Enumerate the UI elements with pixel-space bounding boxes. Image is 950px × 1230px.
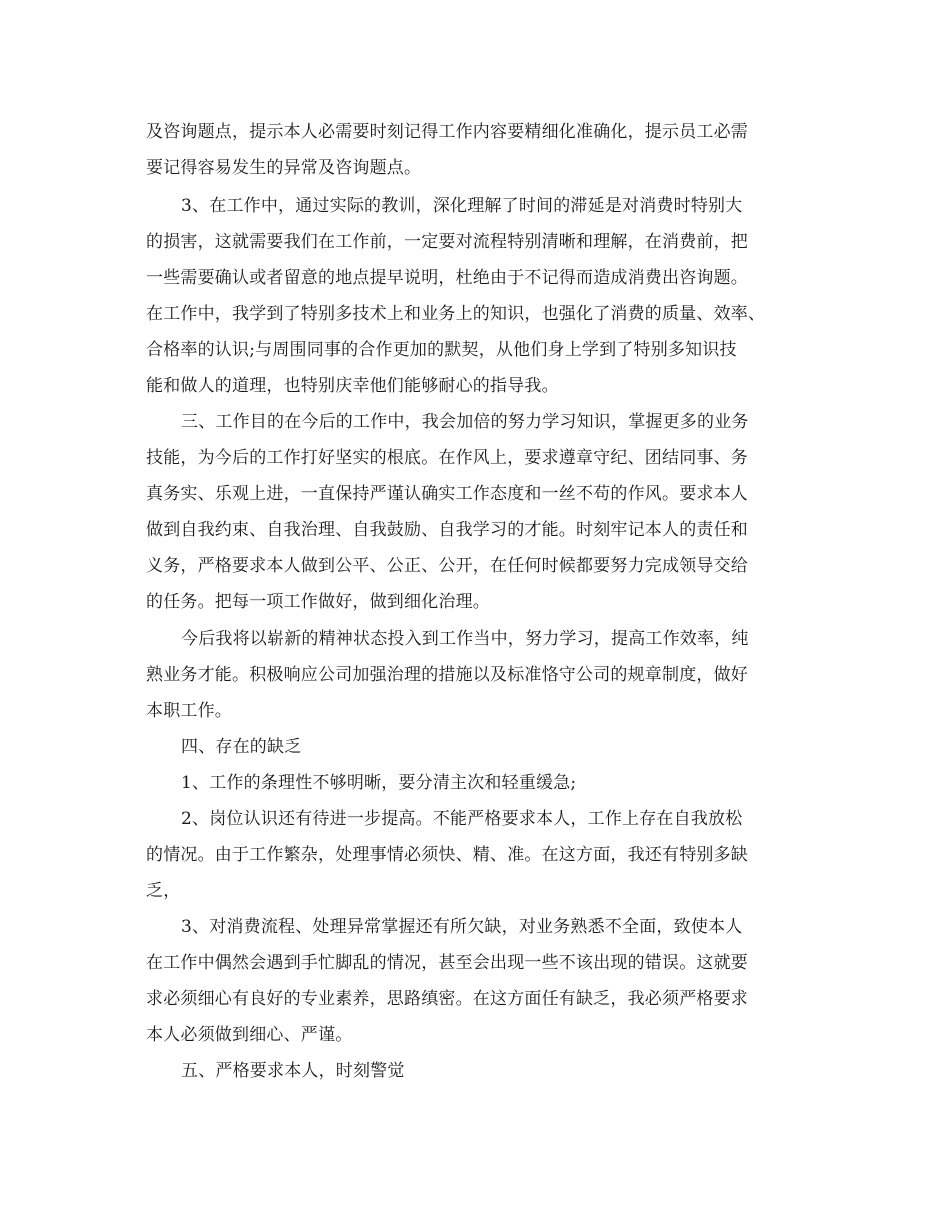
text-line: 及咨询题点，提示本人必需要时刻记得工作内容要精细化准确化，提示员工必需	[146, 122, 748, 142]
text-line: 要记得容易发生的异常及咨询题点。	[146, 158, 422, 178]
paragraph-start-line: 今后我将以崭新的精神状态投入到工作当中，努力学习，提高工作效率，纯	[181, 629, 749, 649]
section-heading-three: 三、工作目的在今后的工作中，我会加倍的努力学习知识，掌握更多的业务	[181, 412, 749, 432]
text-line: 做到自我约束、自我治理、自我鼓励、自我学习的才能。时刻牢记本人的责任和	[146, 520, 748, 540]
list-item-2: 2、岗位认识还有待进一步提高。不能严格要求本人，工作上存在自我放松	[181, 809, 743, 829]
text-line: 真务实、乐观上进，一直保持严谨认确实工作态度和一丝不苟的作风。要求本人	[146, 484, 748, 504]
section-heading-five: 五、严格要求本人，时刻警觉	[181, 1061, 405, 1081]
list-item-3: 3、对消费流程、处理异常掌握还有所欠缺，对业务熟悉不全面，致使本人	[181, 917, 743, 937]
text-line: 本职工作。	[146, 701, 232, 721]
section-heading-four: 四、存在的缺乏	[181, 737, 302, 757]
text-line: 合格率的认识;与周围同事的合作更加的默契，从他们身上学到了特别多知识技	[146, 340, 737, 360]
list-item-1: 1、工作的条理性不够明晰，要分清主次和轻重缓急;	[181, 773, 577, 793]
paragraph-start-line: 3、在工作中，通过实际的教训，深化理解了时间的滞延是对消费时特别大	[181, 196, 743, 216]
text-line: 能和做人的道理，也特别庆幸他们能够耐心的指导我。	[146, 376, 559, 396]
text-line: 在工作中偶然会遇到手忙脚乱的情况，甚至会出现一些不该出现的错误。这就要	[146, 953, 748, 973]
text-line: 在工作中，我学到了特别多技术上和业务上的知识，也强化了消费的质量、效率、	[146, 304, 766, 324]
text-line: 求必须细心有良好的专业素养，思路缜密。在这方面任有缺乏，我必须严格要求	[146, 989, 748, 1009]
text-line: 义务，严格要求本人做到公平、公正、公开，在任何时候都要努力完成领导交给	[146, 556, 748, 576]
text-line: 的任务。把每一项工作做好，做到细化治理。	[146, 592, 490, 612]
text-line: 技能，为今后的工作打好坚实的根底。在作风上，要求遵章守纪、团结同事、务	[146, 448, 748, 468]
text-line: 一些需要确认或者留意的地点提早说明，杜绝由于不记得而造成消费出咨询题。	[146, 268, 748, 288]
text-line: 本人必须做到细心、严谨。	[146, 1025, 353, 1045]
text-line: 熟业务才能。积极响应公司加强治理的措施以及标准恪守公司的规章制度，做好	[146, 665, 748, 685]
text-line: 乏，	[146, 881, 181, 901]
text-line: 的损害，这就需要我们在工作前，一定要对流程特别清晰和理解，在消费前，把	[146, 232, 748, 252]
text-line: 的情况。由于工作繁杂，处理事情必须快、精、准。在这方面，我还有特别多缺	[146, 845, 748, 865]
